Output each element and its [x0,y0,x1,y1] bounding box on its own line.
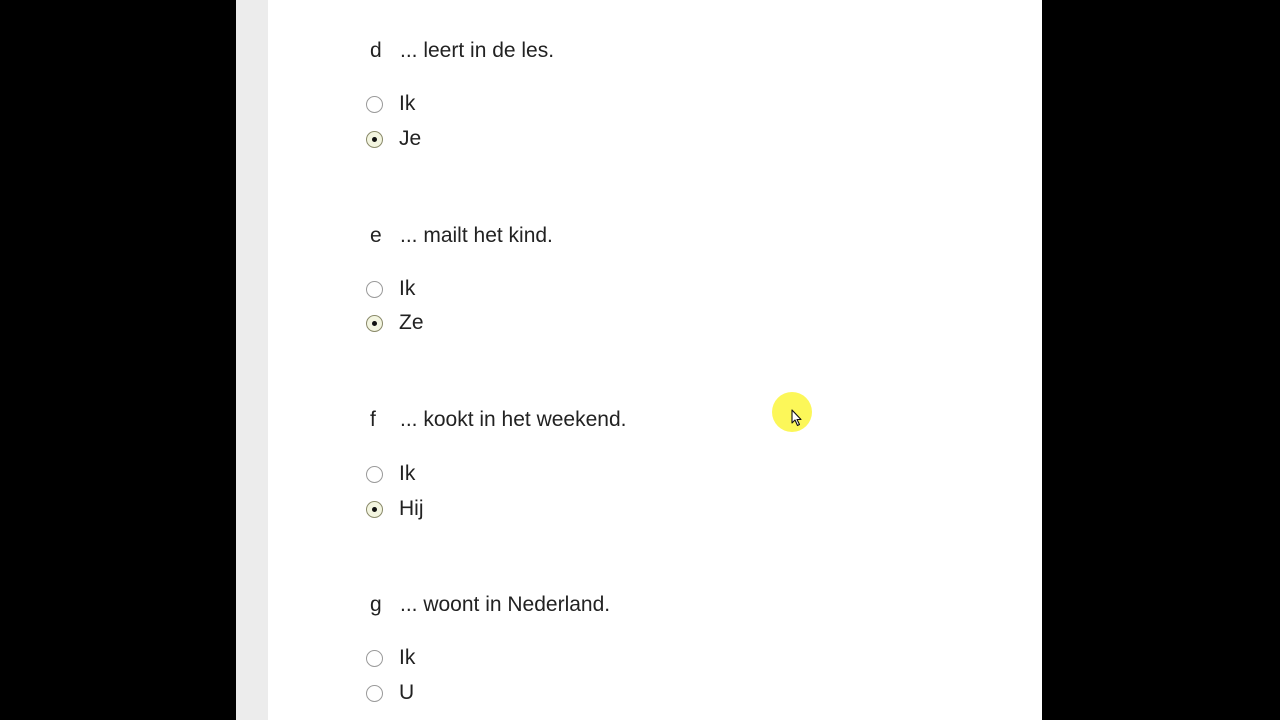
question-prompt: ... woont in Nederland. [400,593,611,616]
radio-button[interactable] [366,281,383,298]
question-header [366,405,966,435]
question-letter: d [370,39,382,62]
option-ze[interactable] [366,310,424,336]
option-ik[interactable] [366,645,415,671]
option-ik[interactable] [366,461,415,487]
option-label[interactable]: Ik [399,646,416,669]
question-f [366,405,966,520]
question-letter: f [370,408,376,431]
option-u[interactable] [366,680,414,706]
question-prompt: ... leert in de les. [400,39,555,62]
option-label[interactable]: Ik [399,277,416,300]
question-prompt: ... kookt in het weekend. [400,408,627,431]
option-label[interactable]: Ik [399,462,416,485]
option-hij[interactable] [366,496,424,522]
radio-button[interactable] [366,650,383,667]
question-g [366,590,966,704]
question-prompt: ... mailt het kind. [400,224,553,247]
option-label[interactable]: U [399,681,415,704]
radio-button[interactable] [366,685,383,702]
question-header [366,36,966,66]
option-je[interactable] [366,126,421,152]
option-ik[interactable] [366,276,415,302]
option-label[interactable]: Ik [399,92,416,115]
option-label[interactable]: Ze [399,311,424,334]
question-e [366,221,966,334]
radio-button[interactable] [366,96,383,113]
radio-button[interactable] [366,131,383,148]
radio-button[interactable] [366,315,383,332]
option-label[interactable]: Je [399,127,422,150]
question-header [366,590,966,620]
question-d [366,36,966,150]
option-ik[interactable] [366,91,415,117]
radio-button[interactable] [366,466,383,483]
question-header [366,221,966,251]
radio-button[interactable] [366,501,383,518]
question-letter: e [370,224,382,247]
mouse-pointer-icon [791,409,803,427]
question-letter: g [370,593,382,616]
option-label[interactable]: Hij [399,497,424,520]
